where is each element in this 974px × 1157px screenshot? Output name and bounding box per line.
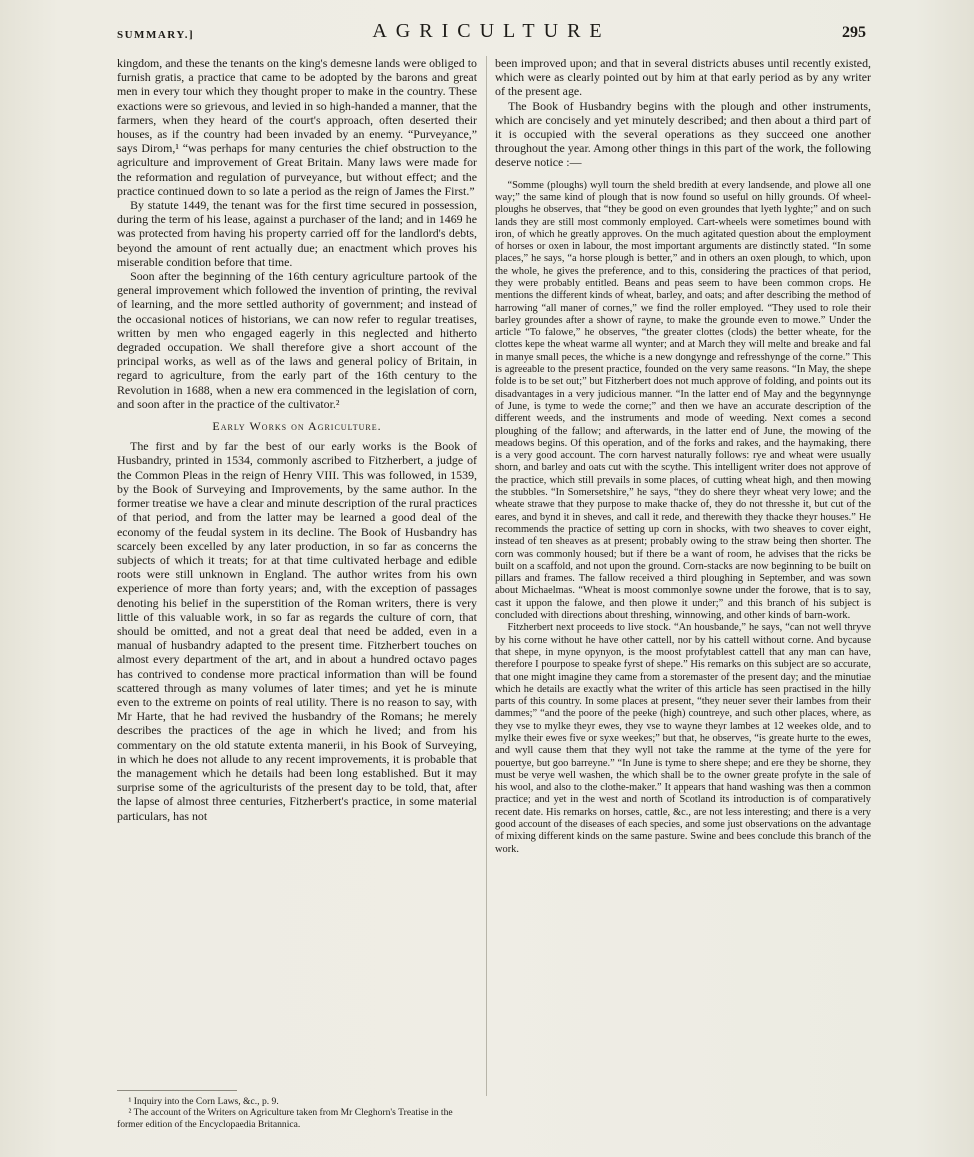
- section-heading: Early Works on Agriculture.: [212, 419, 382, 434]
- left-column: [117, 56, 477, 1076]
- page-header: [117, 20, 866, 50]
- body-paragraph: The Book of Husbandry begins with the plough and other instruments, which are concisely and yet minutely described; and then about a third part of it is occupied with the several operations as they succeed one another throughout the year. Among other things in this part of the work, the following deserve notice :—: [495, 98, 871, 170]
- footnote: ² The account of the Writers on Agriculture taken from Mr Cleghorn's Treatise in the former edition of the Encyclopaedia Britannica.: [117, 1107, 453, 1130]
- column-divider: [486, 56, 487, 1096]
- body-paragraph: The first and by far the best of our early works is the Book of Husbandry, printed in 1534, commonly ascribed to Fitzherbert, a judge of the Common Pleas in the reign of Henry VIII. This was followed, in 1539, by the Book of Surveying and Improvements, by the same author. In the former treatise we have a clear and minute description of the rural practices of that period, and from the latter may be learned a good deal of the economy of the feudal system in its decline. The Book of Husbandry has scarcely been excelled by any later production, in so far as concerns the subjects of which it treats; for at that time cultivated herbage and edible roots were still unknown in England. The author writes from his own experience of more than forty years; and, with the exception of passages denoting his belief in the superstition of the Roman writers, there is very little of this valuable work, in so far as regards the culture of corn, that should be omitted, and not a great deal that need be added, even in a manual of husbandry adapted to the present time. Fitzherbert touches on almost every department of the art, and in about a hundred octavo pages has contrived to condense more practical information than will be found scattered through as many volumes of later times; and yet he is minute even to the extreme on points of real utility. There is no reason to say, with Mr Harte, that he had revived the husbandry of the Romans; he merely describes the practices of the age in which he lived; and from his commentary on the old statute extenta manerii, in his Book of Surveying, in which he does not allude to any recent improvements, it is probable that the management which he details had been long established. But it may surprise some of the agriculturists of the present day to be told, that, after the lapse of almost three centuries, Fitzherbert's practice, in some material particulars, has not: [117, 439, 477, 823]
- quoted-extract: [495, 180, 871, 856]
- body-paragraph: been improved upon; and that in several districts abuses until recently existed, which were as clearly pointed out by him at that early period as by any writer of the present age.: [495, 56, 871, 99]
- footnote: ¹ Inquiry into the Corn Laws, &c., p. 9.: [128, 1096, 279, 1107]
- right-body: [495, 56, 871, 170]
- running-head-section: SUMMARY.]: [117, 29, 195, 41]
- body-paragraph: kingdom, and these the tenants on the king's demesne lands were obliged to furnish gratis, a practice that came to be adopted by the barons and great men in every tour which they thought proper to make in the country. These exactions were so grievous, and levied in so high-handed a manner, that the farmers, when they heard of the court's approach, often deserted their houses, as if the country had been invaded by an enemy. “Purveyance,” says Dirom,¹ “was perhaps for many centuries the chief obstruction to the agriculture and improvement of Great Britain. Many laws were made for the reformation and regulation of purveyance, but without effect; and the practice continued down to so late a period as the reign of James the First.”: [117, 56, 477, 198]
- footnote-rule: [117, 1090, 237, 1091]
- quote-paragraph: Fitzherbert next proceeds to live stock. “An housbande,” he says, “can not well thryve by his corne without he have other cattell, nor by his cattell without corne. And bycause that shepe, in myne opynyon, is the moost profytablest cattell that any man can have, therefore I pourpose to speake fyrst of shepe.” His remarks on this subject are so accurate, that one might imagine they came from a storemaster of the present day; and the minutiae which he details are exactly what the writer of this article has seen practised in the hilly parts of this country. In some places at present, “they neuer sever their lambes from their dammes;” “and the poore of the peeke (high) countreye, and such other places, where, as they vse to mylke theyr ewes, they vse to wayne theyr lambes at 12 weekes olde, and to mylke their ewes five or syxe weekes;” but that, he observes, “is greate hurte to the ewes, and wyll cause them that they wyll not take the ramme at the tyme of the yere for pouertye, but goo barreyne.” “In June is tyme to shere shepe; and ere they be shorne, they must be verye well washen, the which shall be to the owner greate profyte in the sale of his wool, and also to the clothe-maker.” It appears that hand washing was then a common practice; and yet in the west and north of Scotland its introduction is of comparatively recent date. His remarks on horses, cattle, &c., are not less interesting; and there is a very good account of the diseases of each species, and some just observations on the advantage of mixing different kinds on the same pasture. Swine and bees conclude this branch of the work.: [495, 622, 871, 855]
- footnotes: [117, 1090, 477, 1130]
- page-number: 295: [842, 24, 866, 41]
- body-paragraph: By statute 1449, the tenant was for the first time secured in possession, during the term of his lease, against a purchaser of the land; and in 1469 he was protected from having his property carried off for the landlord's debts, beyond the amount of rent actually due; an enactment which proves his miserable condition before that time.: [117, 198, 477, 269]
- running-head-title: AGRICULTURE: [372, 20, 611, 42]
- body-paragraph: Soon after the beginning of the 16th century agriculture partook of the general improvement which followed the invention of printing, the revival of learning, and the more settled authority of government; and instead of the occasional notices of historians, we can now refer to regular treatises, written by men who engaged eagerly in this neglected and hitherto degraded occupation. We shall therefore give a short account of the principal works, as well as of the laws and general policy of Britain, in regard to agriculture, from the early part of the 16th century to the Revolution in 1688, when a new era commenced in the legislation of corn, and soon after in the practice of the cultivator.²: [117, 269, 477, 411]
- right-column: [495, 56, 871, 1141]
- quote-paragraph: “Somme (ploughs) wyll tourn the sheld bredith at every landsende, and plowe all one way;” the same kind of plough that is now found so useful on hilly grounds. Of wheel-ploughs he observes, that “they be good on even groundes that lyeth lyghte;” and on such lands they are still most commonly employed. Cart-wheels were sometimes bound with iron, of which he greatly approves. On the much agitated question about the employment of horses or oxen in labour, the most important arguments are distinctly stated. “In some places,” he says, “a horse plough is better,” and in others an oxen plough, to which, upon the whole, he gives the preference, and to this, considering the practices of that period, they were probably entitled. Beans and peas seem to have been common crops. He mentions the different kinds of wheat, barley, and oats; and after describing the method of harrowing “all maner of cornes,” we find the roller employed. “They used to role their barley groundes after a showr of rayne, to make the grounde even to mowe.” Under the article “To falowe,” he observes, “the greater clottes (clods) the better wheate, for the clottes kepe the wheat warme all wynter; and at March they will melte and breake and fal in manye small peces, the whiche is a new dongynge and refresshynge of the corne.” This is agreeable to the present practice, founded on the very same reasons. “In May, the shepe folde is to be set out;” but Fitzherbert does not much approve of folding, and points out its disadvantages in a very judicious manner. “In the latter end of May and the begynnynge of June, is tyme to wede the corne;” and then we have an accurate description of the different weeds, and the instruments and mode of weeding. Next comes a second ploughing of the fallow; and afterwards, in the latter end of June, the mowing of the meadows begins. Of this operation, and of the forks and rakes, and the haymaking, there is a very good account. The corn harvest naturally follows: rye and wheat were usually shorn, and barley and oats cut with the scythe. This intelligent writer does not approve of the practice, which still prevails in some places, of cutting wheat high, and then mowing the stubbles. “In Somersetshire,” he says, “they do shere theyr wheat very lowe; and the wheate strawe that they purpose to make thacke of, they do not thresshe it, but cut of the eares, and bynd it in sheves, and call it rede, and therewith they thacke theyr houses.” He recommends the practice of setting up corn in shocks, with two sheaves to cover eight, instead of ten sheaves as at present; probably owing to the straw being then shorter. The corn was commonly housed; but if there be a want of room, he advises that the ricks be built on a scaffold, and not upon the ground. Corn-stacks are now beginning to be built on pillars and frames. The fallow received a third ploughing in September, and was sown about Michaelmas. “Wheat is moost commonlye sowne under the forowe, that is to say, cast it uppon the falowe, and then plowe it under;” and this branch of his subject is concluded with directions about threshing, winnowing, and other kinds of barn-work.: [495, 179, 871, 622]
